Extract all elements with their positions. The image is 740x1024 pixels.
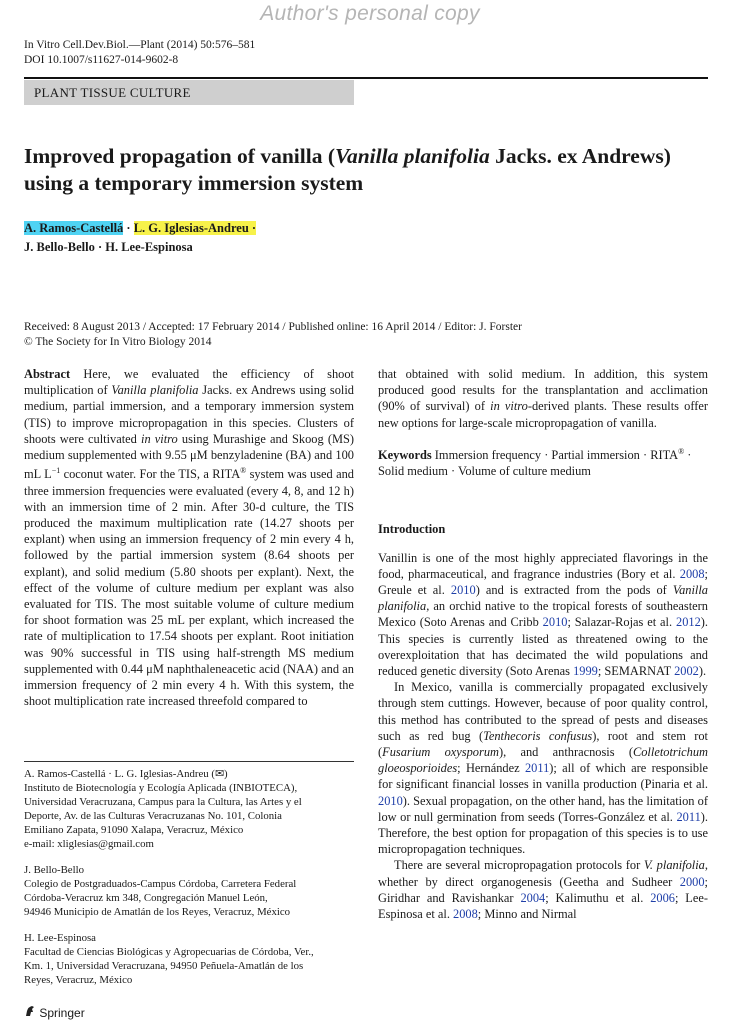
keywords-label: Keywords (378, 447, 432, 462)
species-name: Vanilla planifolia, (378, 582, 708, 614)
abstract-paragraph (24, 366, 354, 709)
affiliation-1 (24, 767, 354, 851)
text: ; Minno and Nirmal (477, 907, 577, 922)
affiliation-line: Córdoba-Veracruz km 348, Congregación Manuel León, (24, 892, 268, 904)
citation-link[interactable]: 2004 (520, 890, 546, 905)
dates-line: Received: 8 August 2013 / Accepted: 17 February 2014 / Published online: 16 April 2014 / Editor: J. Forster (24, 321, 522, 333)
affiliation-2 (24, 863, 354, 919)
text: ) and is extracted from the pods of (475, 582, 673, 597)
text: ), and anthracnosis ( (498, 744, 633, 759)
footer (24, 1005, 85, 1020)
title-species: Vanilla planifolia (335, 144, 490, 168)
publisher-name: Springer (39, 1006, 85, 1020)
intro-paragraph-3 (378, 857, 708, 922)
affiliation-line: Reyes, Veracruz, México (24, 974, 133, 986)
citation-link[interactable]: 2002 (674, 663, 699, 678)
citation-link[interactable]: 2000 (679, 874, 705, 889)
introduction-heading: Introduction (378, 522, 446, 537)
header-divider (24, 77, 708, 79)
text: ; Giridhar and Ravishankar (378, 874, 708, 905)
citation-link[interactable]: 2011 (524, 761, 550, 776)
affiliation-line: 94946 Municipio de Amatlán de los Reyes, Veracruz, México (24, 906, 291, 918)
citation-link[interactable]: 2010 (378, 793, 403, 808)
text: Vanillin is one of the most highly appreciated flavorings in the food, pharmaceutical, and fragrance industries (Bory et al. (378, 550, 708, 581)
abstract-label: Abstract (24, 367, 71, 381)
text: There are several micropropagation protocols for (394, 858, 644, 873)
citation-link[interactable]: 2008 (453, 907, 478, 922)
text: ; Hernández (457, 761, 525, 776)
citation-link[interactable]: 2011 (676, 809, 701, 824)
copyright-line: © The Society for In Vitro Biology 2014 (24, 336, 212, 348)
text: ; SEMARNAT (597, 663, 675, 678)
title-part1: Improved propagation of vanilla ( (24, 144, 335, 168)
affiliation-names: H. Lee-Espinosa (24, 932, 96, 944)
superscript: ® (240, 466, 247, 476)
abstract-text: system was used and three immersion frequencies were evaluated (every 4, 8, and 12 h) with an immersion time of 2 min. After 30-d culture, the TIS produced the maximum multiplication rate (14.27 shoots per explant) when using an immersion frequency of 2 min every 4 h, followed by the partial immersion system (8.64 shoots per explant), and solid medium (5.80 shoots per explant). Next, the effect of the volume of culture medium per explant was also evaluated for TIS. The most suitable volume of culture medium for shoot formation was 25 mL per explant, which increased the rate of multiplication to 17.54 shoots per explant. Root initiation was 90% successful in TIS using half-strength MS medium supplemented with 0.44 μM naphthaleneacetic acid (NAA) and an immersion frequency of 2 min every 4 h. With this system, the shoot multiplication rate increased threefold compared to (24, 467, 354, 709)
latin-term: in vitro (141, 431, 178, 446)
abstract-text: Here, we evaluated the efficiency of shoot multiplication of (24, 367, 354, 398)
text: an orchid native to the tropical forests of southeastern Mexico (Soto Arenas and Cribb (378, 599, 708, 630)
author-sep: · (248, 221, 257, 235)
keywords (378, 444, 708, 480)
species-name: Fusarium oxysporum (382, 744, 499, 759)
affiliation-line: Deporte, Av. de las Culturas Veracruzanas No. 101, Colonia (24, 810, 282, 822)
text: ; Salazar-Rojas et al. (567, 615, 676, 630)
author-1[interactable]: A. Ramos-Castellá (24, 221, 124, 235)
affiliation-line: Universidad Veracruzana, Campus para la Cultura, las Artes y el (24, 796, 302, 808)
superscript: ® (678, 446, 685, 456)
affiliation-line: Km. 1, Universidad Veracruzana, 94950 Peñuela-Amatlán de los (24, 960, 304, 972)
species-name: Vanilla planifolia (111, 383, 199, 398)
citation-link[interactable]: 2012 (676, 615, 701, 630)
watermark: Author's personal copy (260, 2, 480, 25)
text: In Mexico, vanilla is commercially propagated exclusively through stem cuttings. However, because of poor quality control, this method has contributed to the spread of pests and diseases such as red bug ( (378, 680, 708, 743)
latin-term: in vitro (490, 399, 528, 414)
text: ; Greule et al. (378, 566, 708, 597)
author-sep: · (94, 240, 106, 254)
journal-info (24, 38, 255, 68)
text: ; Lee-Espinosa et al. (378, 890, 708, 922)
text: ). This species is currently listed as threatened owing to the overexploitation that has decimated the wild populations and reduced genetic diversity (Soto Arenas (378, 615, 709, 678)
abstract-text: that obtained with solid medium. In addition, this system produced good results for the transplantation and acclimation (90% of survival) of (378, 367, 708, 414)
author-4[interactable]: H. Lee-Espinosa (105, 240, 193, 254)
text: ). Sexual propagation, on the other hand, has the limitation of low or null germination from seeds (Torres-González et al. (378, 793, 708, 824)
affiliation-names: A. Ramos-Castellá · L. G. Iglesias-Andreu (✉) (24, 768, 228, 780)
springer-horse-icon (24, 1005, 36, 1017)
keywords-text: · Solid medium · Volume of culture medium (378, 447, 692, 479)
publication-dates (24, 320, 714, 350)
author-2[interactable]: L. G. Iglesias-Andreu (133, 221, 249, 235)
affiliation-line: Colegio de Postgraduados-Campus Córdoba, Carretera Federal (24, 878, 297, 890)
author-3[interactable]: J. Bello-Bello (24, 240, 95, 254)
abstract-text: using Murashige and Skoog (MS) medium supplemented with 9.55 μM benzyladenine (BA) and 100 mL L (24, 431, 354, 482)
affiliation-3 (24, 931, 354, 987)
left-column (24, 366, 354, 709)
citation-link[interactable]: 1999 (573, 663, 598, 678)
text: ; Kalimuthu et al. (545, 890, 651, 905)
species-name: V. planifolia (643, 858, 705, 873)
section-label: PLANT TISSUE CULTURE (24, 80, 354, 105)
journal-citation: In Vitro Cell.Dev.Biol.—Plant (2014) 50:576–581 (24, 39, 256, 51)
text: ), root and stem rot ( (378, 728, 708, 759)
species-name: Tenthecoris confusus (483, 728, 593, 743)
affiliation-line: Instituto de Biotecnología y Ecología Aplicada (INBIOTECA), (24, 782, 298, 794)
citation-link[interactable]: 2008 (679, 566, 705, 581)
abstract-text: -derived plants. These results offer new options for large-scale micropropagation of vanilla. (378, 399, 708, 430)
citation-link[interactable]: 2010 (450, 582, 476, 597)
abstract-continued (378, 366, 708, 431)
intro-paragraph-1 (378, 550, 708, 680)
doi[interactable]: DOI 10.1007/s11627-014-9602-8 (24, 54, 179, 66)
superscript: −1 (51, 466, 61, 476)
intro-paragraph-2 (378, 679, 708, 857)
right-column (378, 366, 708, 922)
text: ). Therefore, the best option for propagation of this species is to use micropropagation techniques. (378, 809, 708, 857)
affiliation-line: Facultad de Ciencias Biológicas y Agropecuarias de Córdoba, Ver., (24, 946, 314, 958)
citation-link[interactable]: 2006 (650, 890, 675, 905)
abstract-text: coconut water. For the TIS, a RITA (60, 467, 241, 482)
text: , whether by direct organogenesis (Geetha and Sudheer (378, 858, 708, 889)
email-link[interactable]: e-mail: xliglesias@gmail.com (24, 838, 154, 850)
text: ); all of which are responsible for significant financial losses in vanilla production (Pinaria et al. (378, 761, 709, 792)
species-name: Colletotrichum gloeosporioides (378, 744, 708, 776)
article-title (24, 143, 714, 197)
citation-link[interactable]: 2010 (542, 615, 568, 630)
author-list (24, 219, 624, 257)
affiliation-line: Emiliano Zapata, 91090 Xalapa, Veracruz, México (24, 824, 244, 836)
text: ). (698, 663, 707, 678)
author-sep: · (123, 221, 134, 235)
affiliation-names: J. Bello-Bello (24, 864, 84, 876)
keywords-text: Immersion frequency · Partial immersion · RITA (431, 447, 679, 462)
title-part2: Jacks. ex Andrews) using a temporary immersion system (24, 144, 671, 195)
abstract-text: Jacks. ex Andrews using solid medium, partial immersion, and a temporary immersion system (TIS) to improve micropropagation in this species. Clusters of shoots were cultivated (24, 383, 354, 446)
affiliation-divider (24, 761, 354, 762)
